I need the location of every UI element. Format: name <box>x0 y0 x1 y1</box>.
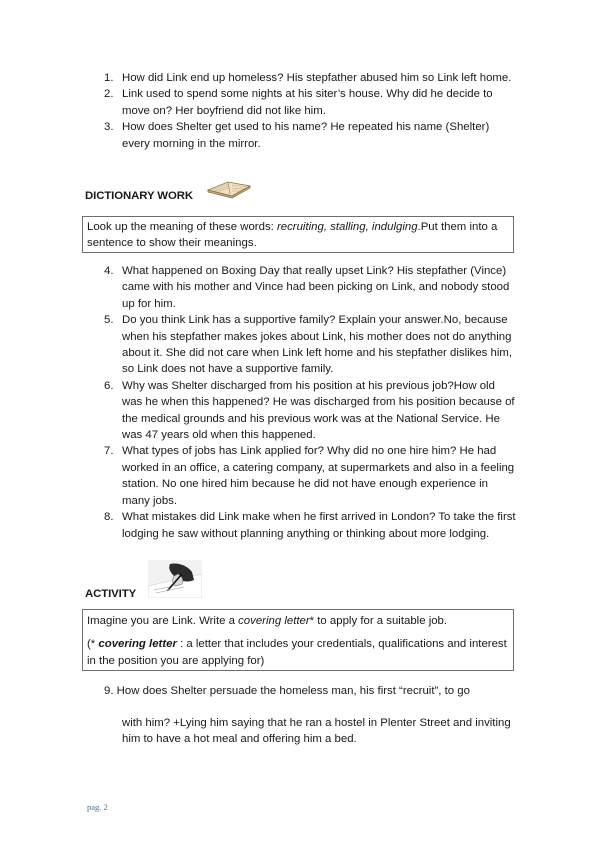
open-book-icon <box>206 176 252 200</box>
activity-prefix: Imagine you are Link. Write a <box>87 615 239 627</box>
instruction-prefix: Look up the meaning of these words: <box>87 221 277 233</box>
note-term: covering letter <box>98 638 177 651</box>
activity-note <box>87 636 509 669</box>
question-text: What types of jobs has Link applied for? Why did no one hire him? He had worked in an office, a catering company, at supermarkets and also in a feeling station. No one hired him because he did not have enough experience in many jobs. <box>122 445 515 507</box>
covering-letter-term: covering letter <box>238 615 310 627</box>
question-number: 2. <box>104 88 114 101</box>
question-list-1 <box>0 70 600 152</box>
question-item <box>0 119 600 152</box>
question-item <box>0 312 600 378</box>
activity-heading: ACTIVITY <box>85 588 137 600</box>
activity-suffix: * to apply for a suitable job. <box>309 615 448 627</box>
question-text: Link used to spend some nights at his siter’s house. Why did he decide to move on? Her boyfriend did not like him. <box>122 88 493 117</box>
question-item <box>0 509 600 542</box>
question-item <box>0 86 600 119</box>
question-number: 3. <box>104 121 114 134</box>
question-number: 4. <box>104 265 114 277</box>
question-list-2 <box>0 263 600 542</box>
question-item <box>0 263 600 312</box>
note-open: (* <box>87 638 99 651</box>
activity-instruction <box>87 613 509 629</box>
dictionary-instruction <box>87 219 509 252</box>
question-text: Why was Shelter discharged from his position at his previous job?How old was he when this happened? He was discharged from his position because of the medical grounds and his previous work was at the National Service. He was 47 years old when this happened. <box>122 379 515 442</box>
question-text: What mistakes did Link make when he first arrived in London? To take the first lodging he saw without planning anything or thinking about more lodging. <box>122 511 516 540</box>
dictionary-heading: DICTIONARY WORK <box>85 190 193 202</box>
instruction-suffix: .Put them into a sentence to show their meanings. <box>87 221 498 250</box>
page-number: pag. 2 <box>87 802 108 812</box>
activity-box <box>82 609 514 671</box>
question-item <box>0 70 600 86</box>
hand-writing-icon <box>148 560 202 598</box>
question-text: How does Shelter get used to his name? He repeated his name (Shelter) every morning in the mirror. <box>122 121 490 150</box>
question-number: 8. <box>104 511 114 524</box>
question-number: 9. <box>104 685 114 697</box>
question-number: 1. <box>104 72 114 84</box>
question-text: Do you think Link has a supportive family? Explain your answer.No, because when his stepfather makes jokes about Link, his mother does not do anything about it. She did not care when Link left home and his stepfather dislikes him, so Link does not have a supportive family. <box>122 314 513 376</box>
question-text: What happened on Boxing Day that really upset Link? His stepfather (Vince) came with his mother and Vince had been picking on Link, and nobody stood up for him. <box>122 265 510 310</box>
question-item <box>0 443 600 509</box>
question-text: How does Shelter persuade the homeless man, his first “recruit”, to go <box>116 685 470 697</box>
question-item <box>0 378 600 444</box>
question-number: 5. <box>104 314 114 327</box>
question-number: 6. <box>104 379 114 392</box>
question-9-answer: with him? +Lying him saying that he ran a hostel in Plenter Street and inviting him to have a hot meal and offering him a bed. <box>122 717 511 746</box>
question-9-first-line <box>104 683 470 699</box>
note-definition: : a letter that includes your credentials, qualifications and interest in the position you are applying for) <box>87 638 507 667</box>
question-number: 7. <box>104 445 114 458</box>
dictionary-instruction-box <box>82 216 514 253</box>
question-text: How did Link end up homeless? His stepfather abused him so Link left home. <box>122 72 512 84</box>
vocabulary-words: recruiting, stalling, indulging <box>276 221 418 233</box>
